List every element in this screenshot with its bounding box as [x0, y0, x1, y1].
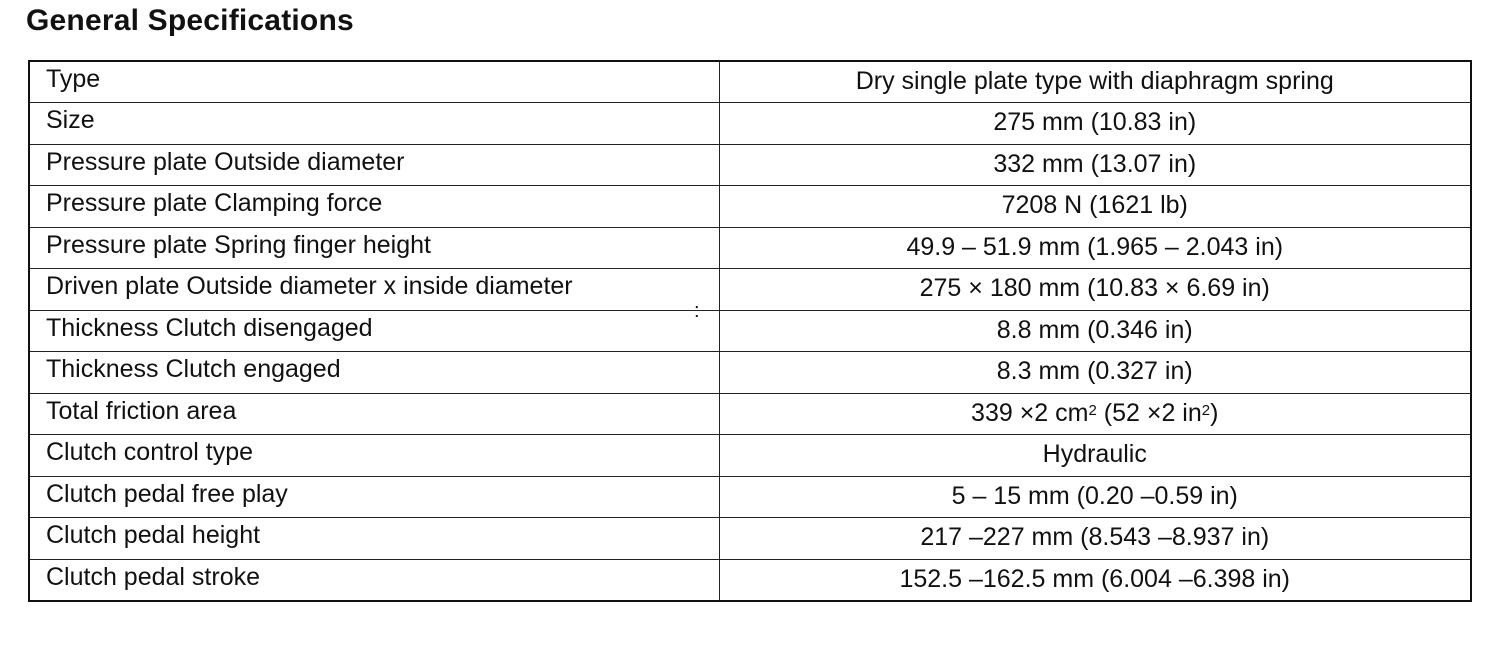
spec-value: 152.5 –162.5 mm (6.004 –6.398 in) — [719, 559, 1471, 601]
spec-label: Clutch pedal free play — [29, 476, 719, 518]
table-row — [29, 352, 1471, 394]
spec-label: Size — [29, 103, 719, 145]
spec-label: Driven plate Outside diameter x inside diameter — [29, 269, 719, 311]
spec-label: Clutch pedal height — [29, 518, 719, 560]
spec-value: 332 mm (13.07 in) — [719, 144, 1471, 186]
table-row — [29, 227, 1471, 269]
spec-label: Thickness Clutch engaged — [29, 352, 719, 394]
table-row — [29, 559, 1471, 601]
spec-label: Thickness Clutch disengaged — [29, 310, 719, 352]
table-row — [29, 269, 1471, 311]
table-row — [29, 476, 1471, 518]
value-part: (52 ×2 in — [1096, 398, 1202, 427]
specifications-table — [28, 60, 1472, 602]
table-row — [29, 186, 1471, 228]
spec-value: 217 –227 mm (8.543 –8.937 in) — [719, 518, 1471, 560]
spec-value: 275 × 180 mm (10.83 × 6.69 in) — [719, 269, 1471, 311]
superscript: 2 — [1088, 401, 1097, 419]
spec-label: Total friction area — [29, 393, 719, 435]
table-row — [29, 61, 1471, 103]
spec-value: 5 – 15 mm (0.20 –0.59 in) — [719, 476, 1471, 518]
value-part: ) — [1210, 398, 1219, 427]
spec-value: Dry single plate type with diaphragm spring — [719, 61, 1471, 103]
spec-label: Type — [29, 61, 719, 103]
spec-value: 8.3 mm (0.327 in) — [719, 352, 1471, 394]
spec-label: Clutch control type — [29, 435, 719, 477]
spec-value: 275 mm (10.83 in) — [719, 103, 1471, 145]
stray-mark: : — [694, 300, 700, 322]
spec-value: Hydraulic — [719, 435, 1471, 477]
table-row — [29, 144, 1471, 186]
table-row — [29, 310, 1471, 352]
spec-value: 8.8 mm (0.346 in) — [719, 310, 1471, 352]
spec-label: Pressure plate Spring finger height — [29, 227, 719, 269]
page-title: General Specifications — [26, 4, 354, 37]
spec-value: 49.9 – 51.9 mm (1.965 – 2.043 in) — [719, 227, 1471, 269]
spec-value — [719, 393, 1471, 435]
superscript: 2 — [1201, 401, 1211, 419]
spec-label: Clutch pedal stroke — [29, 559, 719, 601]
spec-value: 7208 N (1621 lb) — [719, 186, 1471, 228]
table-row — [29, 103, 1471, 145]
table-row — [29, 435, 1471, 477]
table-row — [29, 393, 1471, 435]
spec-label: Pressure plate Clamping force — [29, 186, 719, 228]
spec-label: Pressure plate Outside diameter — [29, 144, 719, 186]
value-part: 339 ×2 cm — [971, 398, 1089, 427]
table-row — [29, 518, 1471, 560]
